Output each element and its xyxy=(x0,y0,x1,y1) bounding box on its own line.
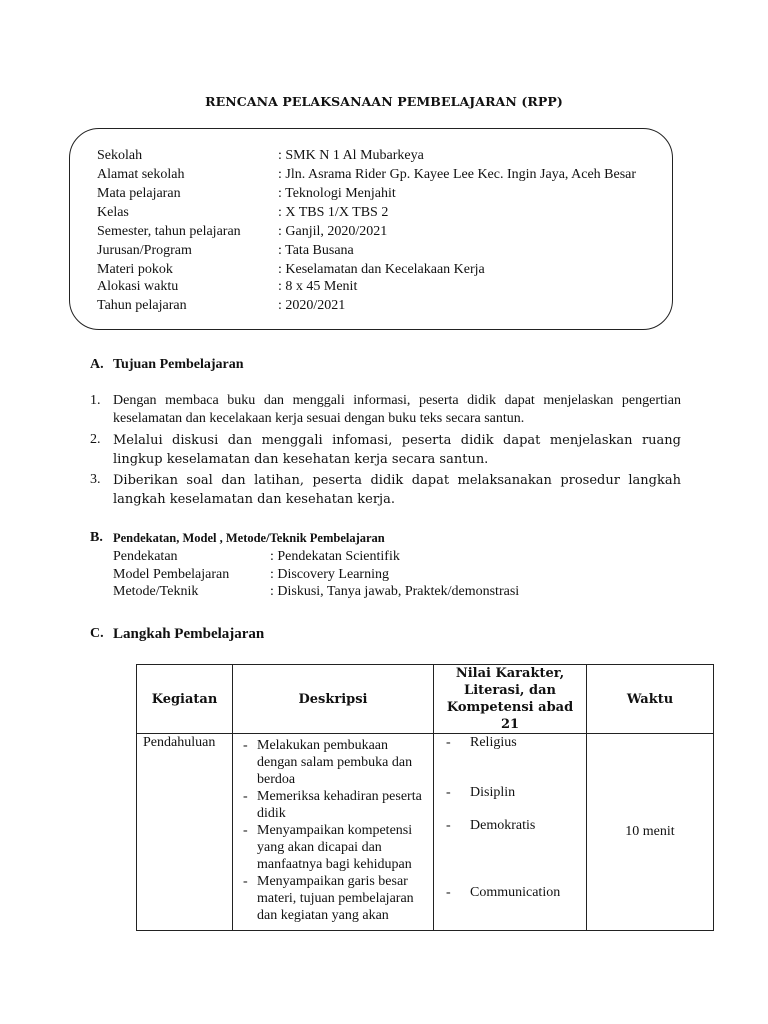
list-item: - Melakukan pembukaan dengan salam pembuka dan berdoa xyxy=(243,738,413,787)
identity-value: : Keselamatan dan Kecelakaan Kerja xyxy=(278,262,485,277)
identity-label: Mata pelajaran xyxy=(97,186,181,201)
identity-label: Tahun pelajaran xyxy=(97,298,187,313)
description-text: Menyampaikan kompetensi yang akan dicapai dan manfaatnya bagi kehidupan xyxy=(257,823,413,872)
table-row xyxy=(137,734,714,931)
section-c-title: Langkah Pembelajaran xyxy=(113,626,265,642)
document-title: RENCANA PELAKSANAAN PEMBELAJARAN (RPP) xyxy=(205,94,563,109)
method-value: : Diskusi, Tanya jawab, Praktek/demonstrasi xyxy=(270,584,520,599)
section-c-letter: C. xyxy=(90,626,104,641)
nilai-cell xyxy=(434,734,587,931)
identity-label: Kelas xyxy=(97,205,129,220)
model-label: Model Pembelajaran xyxy=(113,567,230,582)
list-item: - Menyampaikan kompetensi yang akan dicapai dan manfaatnya bagi kehidupan xyxy=(243,823,413,872)
identity-value: : Teknologi Menjahit xyxy=(278,186,396,201)
description-text: Memeriksa kehadiran peserta didik xyxy=(257,789,422,821)
identity-value: : SMK N 1 Al Mubarkeya xyxy=(278,148,424,163)
section-a-title: Tujuan Pembelajaran xyxy=(113,357,244,372)
header-kegiatan: Kegiatan xyxy=(137,665,233,734)
identity-label: Sekolah xyxy=(97,148,143,163)
identity-label: Materi pokok xyxy=(97,262,173,277)
list-item: - Menyampaikan garis besar materi, tujuan pembelajaran dan kegiatan yang akan xyxy=(243,874,414,923)
approach-value: : Pendekatan Scientifik xyxy=(270,549,400,564)
table-header-row xyxy=(137,665,714,734)
identity-value: : 8 x 45 Menit xyxy=(278,279,358,294)
identity-label: Alamat sekolah xyxy=(97,167,185,182)
nilai-text: Religius xyxy=(470,735,517,750)
description-list xyxy=(233,734,433,928)
model-value: : Discovery Learning xyxy=(270,567,389,582)
approach-row xyxy=(113,548,400,565)
objective-number: 3. xyxy=(90,472,101,487)
objective-number: 1. xyxy=(90,393,101,408)
model-row xyxy=(113,566,389,583)
description-text: Menyampaikan garis besar materi, tujuan pembelajaran dan kegiatan yang akan xyxy=(257,874,414,923)
nilai-text: Communication xyxy=(470,885,561,900)
objective-text: Dengan membaca buku dan menggali informasi, peserta didik dapat menjelaskan pengertian keselamatan dan kecelakaan kerja sesuai dengan buku teks secara santun. xyxy=(113,393,681,426)
identity-value: : Tata Busana xyxy=(278,243,354,258)
identity-value: : Ganjil, 2020/2021 xyxy=(278,224,388,239)
approach-label: Pendekatan xyxy=(113,549,178,564)
objective-text: Diberikan soal dan latihan, peserta didik dapat melaksanakan prosedur langkah langkah keselamatan dan kesehatan kerja. xyxy=(113,473,681,507)
learning-steps-table xyxy=(136,664,714,931)
kegiatan-cell: Pendahuluan xyxy=(137,734,233,931)
objective-item xyxy=(90,392,681,428)
objective-item xyxy=(90,471,681,509)
objective-text: Melalui diskusi dan menggali infomasi, peserta didik dapat menjelaskan ruang lingkup keselamatan dan kesehatan kerja secara santun. xyxy=(113,433,681,467)
deskripsi-cell xyxy=(233,734,434,931)
header-deskripsi: Deskripsi xyxy=(233,665,434,734)
list-item: - Memeriksa kehadiran peserta didik xyxy=(243,789,422,821)
method-row xyxy=(113,583,520,600)
header-nilai: Nilai Karakter, Literasi, dan Kompetensi abad 21 xyxy=(434,665,587,734)
objective-number: 2. xyxy=(90,432,101,447)
method-label: Metode/Teknik xyxy=(113,584,199,599)
identity-value: : Jln. Asrama Rider Gp. Kayee Lee Kec. Ingin Jaya, Aceh Besar xyxy=(278,167,637,182)
identity-value: : 2020/2021 xyxy=(278,298,346,313)
identity-label: Semester, tahun pelajaran xyxy=(97,224,241,239)
section-b-title: Pendekatan, Model , Metode/Teknik Pembelajaran xyxy=(113,531,385,545)
nilai-text: Disiplin xyxy=(470,785,516,800)
objective-item xyxy=(90,431,681,469)
description-text: Melakukan pembukaan dengan salam pembuka dan berdoa xyxy=(257,738,413,787)
identity-value: : X TBS 1/X TBS 2 xyxy=(278,205,389,220)
identity-label: Jurusan/Program xyxy=(97,243,192,258)
section-a-letter: A. xyxy=(90,357,104,372)
header-waktu: Waktu xyxy=(587,665,714,734)
nilai-text: Demokratis xyxy=(470,818,536,833)
section-b-letter: B. xyxy=(90,530,103,545)
waktu-cell: 10 menit xyxy=(587,734,714,931)
nilai-list: - Religius - Disiplin - Demokratis - Communication xyxy=(446,735,561,900)
identity-label: Alokasi waktu xyxy=(97,279,179,294)
